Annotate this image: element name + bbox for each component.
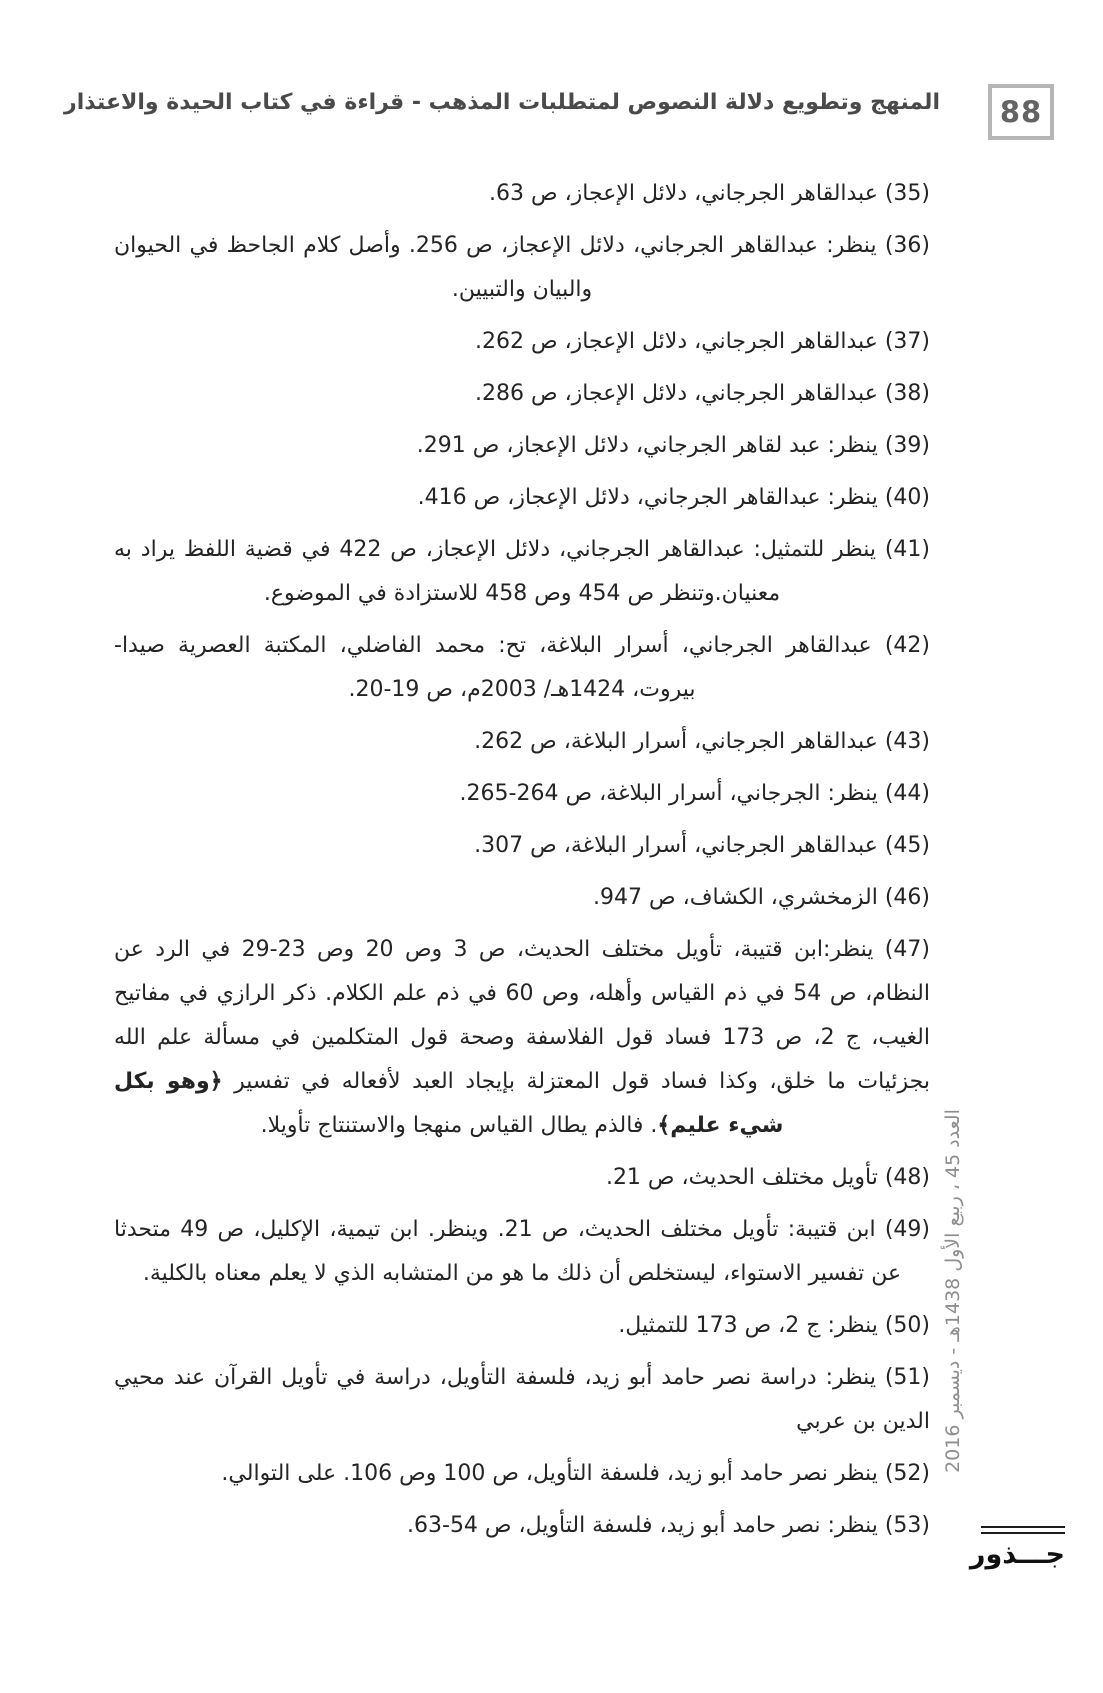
footnote-45	[114, 824, 930, 868]
footnote-43	[114, 720, 930, 764]
footnote-42	[114, 624, 930, 712]
footnote-text: الزمخشري، الكشاف، ص 947.	[593, 885, 878, 910]
sidebar-issue-info: العدد 45 ، ربيع الأول 1438هـ - ديسمبر 2016	[942, 1109, 964, 1473]
footnote-text: ينظر: عبدالقاهر الجرجاني، دلائل الإعجاز، ص 256. وأصل كلام الجاحظ في الحيوان والبيان والتبيين.	[114, 233, 877, 302]
footnote-36	[114, 224, 930, 312]
page-number-box	[988, 84, 1054, 140]
footnote-47	[114, 928, 930, 1148]
footnote-text: ابن قتيبة: تأويل مختلف الحديث، ص 21. وينظر. ابن تيمية، الإكليل، ص 49 متحدثا عن تفسير الاستواء، ليستخلص أن ذلك ما هو من المتشابه الذي لا يعلم معناه بالكلية.	[114, 1217, 902, 1286]
footnotes-list	[114, 172, 930, 1556]
footnote-number: (48)	[877, 1165, 930, 1190]
footnote-text: ينظر: عبد لقاهر الجرجاني، دلائل الإعجاز، ص 291.	[416, 433, 878, 458]
footnote-number: (47)	[873, 937, 930, 962]
journal-logo: جـــذور	[969, 1539, 1065, 1570]
footnote-text: عبدالقاهر الجرجاني، أسرار البلاغة، ص 307.	[474, 833, 878, 858]
footnote-number: (49)	[875, 1217, 931, 1242]
footnote-number: (41)	[875, 537, 930, 562]
footnote-44	[114, 772, 930, 816]
footnote-40	[114, 476, 930, 520]
footnote-number: (52)	[877, 1461, 930, 1486]
footnote-number: (53)	[877, 1513, 930, 1538]
footnote-number: (44)	[877, 781, 930, 806]
paper-title: المنهج وتطويع دلالة النصوص لمتطلبات المذهب - قراءة في كتاب الحيدة والاعتذار	[64, 90, 940, 115]
footnote-text: عبدالقاهر الجرجاني، دلائل الإعجاز، ص 286.	[475, 381, 878, 406]
footnote-number: (35)	[877, 181, 930, 206]
footnote-50	[114, 1304, 930, 1348]
footnote-number: (42)	[871, 633, 930, 658]
footnote-number: (37)	[877, 329, 930, 354]
footnote-46	[114, 876, 930, 920]
footnote-text: عبدالقاهر الجرجاني، دلائل الإعجاز، ص 63.	[489, 181, 878, 206]
footnote-39	[114, 424, 930, 468]
footnote-number: (46)	[877, 885, 930, 910]
footnote-text: عبدالقاهر الجرجاني، دلائل الإعجاز، ص 262.	[475, 329, 878, 354]
footnote-number: (43)	[877, 729, 930, 754]
footnote-52	[114, 1452, 930, 1496]
footnote-text: ينظر: عبدالقاهر الجرجاني، دلائل الإعجاز، ص 416.	[417, 485, 878, 510]
quran-verse: ﴿وهو بكل شيء عليم﴾	[114, 1069, 784, 1138]
footnote-text: ينظر للتمثيل: عبدالقاهر الجرجاني، دلائل الإعجاز، ص 422 في قضية اللفظ يراد به معنيان.وتنظر ص 454 وص 458 للاستزادة في الموضوع.	[114, 537, 876, 606]
footnote-53	[114, 1504, 930, 1548]
page-number: 88	[999, 95, 1043, 129]
footnote-text: عبدالقاهر الجرجاني، أسرار البلاغة، ص 262.	[474, 729, 878, 754]
footnote-text: ينظر: الجرجاني، أسرار البلاغة، ص 264-265.	[459, 781, 878, 806]
footnote-number: (50)	[877, 1313, 930, 1338]
footnote-51	[114, 1356, 930, 1444]
footnote-text: ينظر:ابن قتيبة، تأويل مختلف الحديث، ص 3 وص 20 وص 23-29 في الرد عن النظام، ص 54 في ذم القياس وأهله، وص 60 في ذم علم الكلام. ذكر الرازي في مفاتيح الغيب، ج 2، ص 173 فساد قول الفلاسفة وصحة قول المتكلمين في مسألة علم الله بجزئيات ما خلق، وكذا فساد قول المعتزلة بإيجاد العبد لأفعاله في تفسير	[114, 937, 930, 1094]
footnote-number: (51)	[875, 1365, 931, 1390]
footnote-number: (38)	[877, 381, 930, 406]
footnote-text: . فالذم يطال القياس منهجا والاستنتاج تأويلا.	[260, 1113, 658, 1138]
logo-double-line	[981, 1526, 1065, 1534]
footnote-37	[114, 320, 930, 364]
footnote-38	[114, 372, 930, 416]
footnote-text: ينظر: دراسة نصر حامد أبو زيد، فلسفة التأويل، دراسة في تأويل القرآن عند محيي الدين بن عربي	[114, 1365, 930, 1434]
journal-logo-block	[969, 1526, 1065, 1570]
footnote-49	[114, 1208, 930, 1296]
footnote-48	[114, 1156, 930, 1200]
footnote-text: عبدالقاهر الجرجاني، أسرار البلاغة، تح: محمد الفاضلي، المكتبة العصرية صيدا- بيروت، 1424هـ/ 2003م، ص 19-20.	[114, 633, 872, 702]
footnote-text: ينظر: ج 2، ص 173 للتمثيل.	[618, 1313, 878, 1338]
footnote-number: (39)	[877, 433, 930, 458]
footnote-number: (36)	[876, 233, 931, 258]
footnote-text: ينظر: نصر حامد أبو زيد، فلسفة التأويل، ص 54-63.	[406, 1513, 878, 1538]
footnote-41	[114, 528, 930, 616]
footnote-text: ينظر نصر حامد أبو زيد، فلسفة التأويل، ص 100 وص 106. على التوالي.	[221, 1461, 878, 1486]
footnote-35	[114, 172, 930, 216]
footnote-text: تأويل مختلف الحديث، ص 21.	[605, 1165, 878, 1190]
footnote-number: (45)	[877, 833, 930, 858]
footnote-number: (40)	[877, 485, 930, 510]
